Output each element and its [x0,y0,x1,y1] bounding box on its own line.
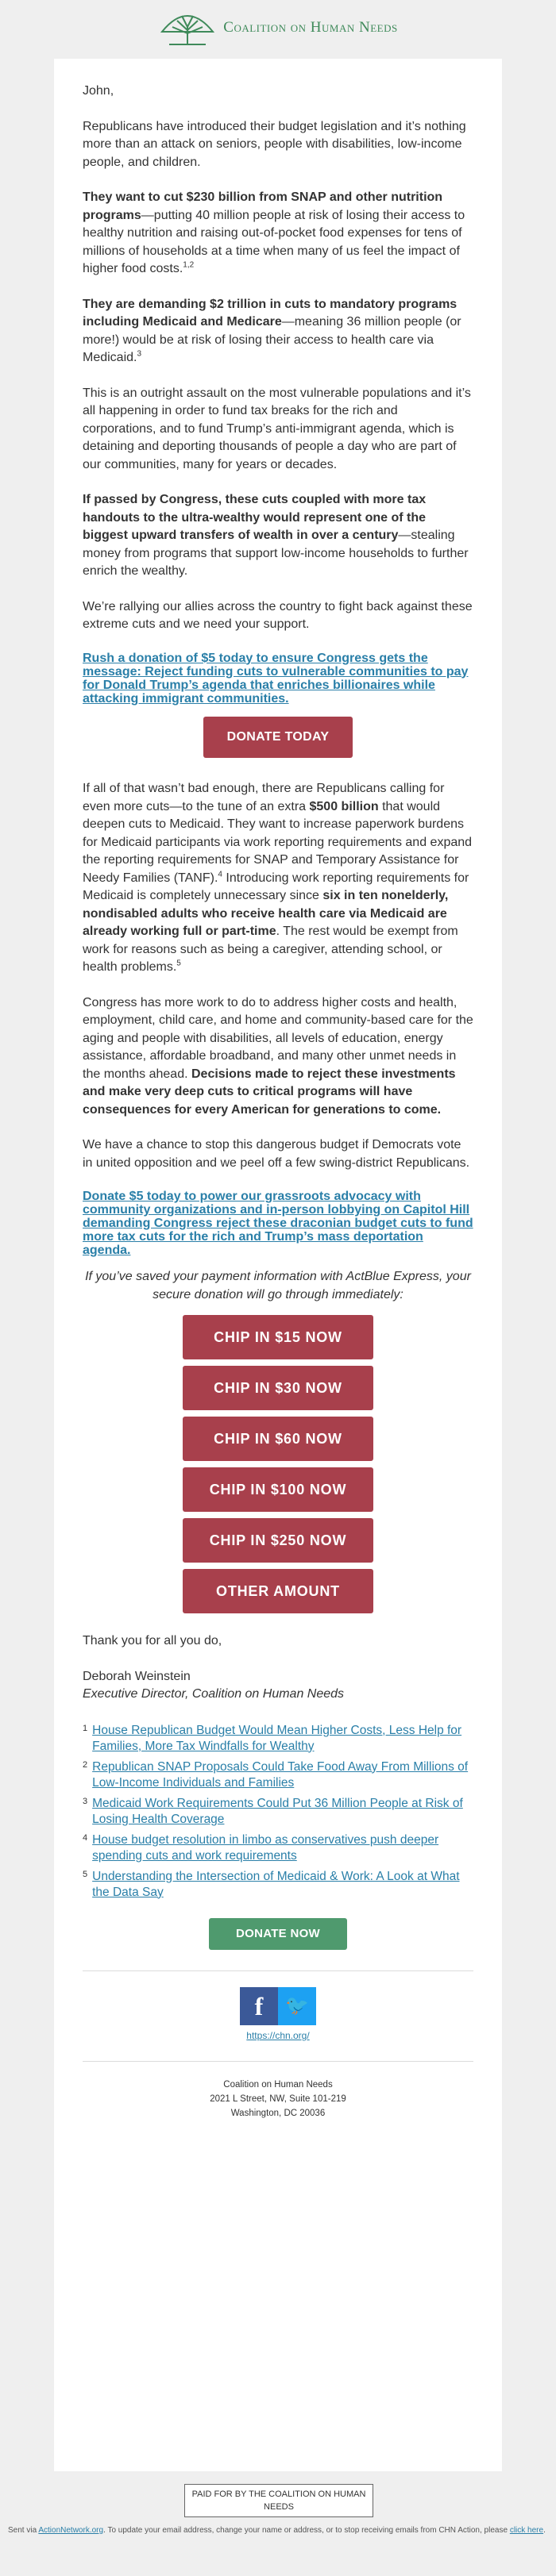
donate-now-button[interactable]: DONATE NOW [209,1918,347,1951]
footnote: 4 House budget resolution in limbo as conservatives push deeper spending cuts and work requirements [83,1832,473,1864]
chip-in-list [83,1315,473,1613]
org-name: Coalition on Human Needs [223,19,398,36]
paragraph-intro: Republicans have introduced their budget legislation and it’s nothing more than an attack on seniors, people with disabilities, low-income people, and children. [83,119,466,169]
paragraph-medicaid: They are demanding $2 trillion in cuts to mandatory programs including Medicaid and Medicare—meaning 36 million people (or more!) would be at risk of losing their access to health care via Medicaid.$^3$ [83,297,461,364]
tree-icon [158,10,217,46]
twitter-icon[interactable]: 🐦 [278,1987,316,2025]
paid-for-disclaimer: PAID FOR BY THE COALITION ON HUMAN NEEDS [184,2484,373,2517]
other-amount-button[interactable]: OTHER AMOUNT [183,1569,373,1613]
divider [83,2061,473,2062]
paragraph-assault: This is an outright assault on the most vulnerable populations and it’s all happening in order to fund tax breaks for the rich and corporations, and to fund Trump’s anti-immigrant agenda, which is detaining and deporting thousands of people a day who are part of our communities, many for years or decades. [83,386,471,471]
donate-link-1[interactable]: Rush a donation of $5 today to ensure Congress gets the message: Reject funding cuts to vulnerable communities to pay for Donald Trump’s agenda that enriches billionaires while attacking immigrant communities. [83,651,469,706]
chip-in-60-button[interactable]: CHIP IN $60 NOW [183,1417,373,1461]
paragraph-more-cuts: If all of that wasn’t bad enough, there are Republicans calling for even more cuts—to the tune of an extra $500 billion that would deepen cuts to Medicaid. They want to increase paperwork burdens for Medicaid participants via work reporting requirements and expand the reporting requirements for SNAP and Temporary Assistance for Needy Families (TANF).$^4$ Introducing work reporting requirements for Medicaid is completely unnecessary since six in ten nonelderly, nondisabled adults who receive health care via Medicaid are already working full or part-time. The rest would be exempt from work for reasons such as being a caregiver, attending school, or health problems.$^5$ [83,782,473,974]
donate-link-2[interactable]: Donate $5 today to power our grassroots advocacy with community organizations and in-person lobbying on Capitol Hill demanding Congress reject these draconian budget cuts to fund more tax cuts for the rich and Trump’s mass deportation agenda. [83,1190,473,1257]
mailing-address: Coalition on Human Needs 2021 L Street, NW, Suite 101-219 Washington, DC 20036 [210,2079,346,2118]
footer-note: Sent via ActionNetwork.org. To update your email address, change your name or address, or to stop receiving emails from CHN Action, please click here. [8,2526,546,2535]
facebook-icon[interactable]: f [240,1987,278,2025]
unsubscribe-link[interactable]: click here [509,2526,544,2535]
paragraph-congress-work: Congress has more work to do to address higher costs and health, employment, child care, and home and community-based care for the aging and people with disabilities, all levels of education, energy assistance, affordable broadband, and many other unmet needs in the months ahead. Decisions made to reject these investments and make very deep cuts to critical programs will have consequences for every American for generations to come. [83,995,473,1117]
footnote-link[interactable]: House Republican Budget Would Mean Higher Costs, Less Help for Families, More Tax Windfalls for Wealthy [92,1723,462,1753]
email-header [0,0,556,56]
footnote: 2 Republican SNAP Proposals Could Take Food Away From Millions of Low-Income Individuals and Families [83,1759,473,1791]
donate-today-button[interactable]: DONATE TODAY [203,717,353,759]
paragraph-chance: We have a chance to stop this dangerous budget if Democrats vote in united opposition and we peel off a few swing-district Republicans. [83,1138,470,1170]
actionnetwork-link[interactable]: ActionNetwork.org [38,2526,104,2535]
thanks-line: Thank you for all you do, [83,1634,222,1647]
footnote: 5 Understanding the Intersection of Medicaid & Work: A Look at What the Data Say [83,1869,473,1901]
footnotes [83,1723,473,1901]
footnote: 1 House Republican Budget Would Mean Higher Costs, Less Help for Families, More Tax Windfalls for Wealthy [83,1723,473,1755]
email-body [83,83,473,2120]
signature [83,1668,473,1704]
footnote-link[interactable]: Medicaid Work Requirements Could Put 36 Million People at Risk of Losing Health Coverage [92,1796,463,1826]
social-links [83,1987,473,2025]
greeting: John, [83,84,114,98]
divider [83,1970,473,1971]
actblue-express-note: If you’ve saved your payment information with ActBlue Express, your secure donation will go through immediately: [85,1270,471,1301]
paragraph-rally: We’re rallying our allies across the country to fight back against these extreme cuts and we need your support. [83,599,473,631]
chip-in-30-button[interactable]: CHIP IN $30 NOW [183,1366,373,1410]
signer-title: Executive Director, Coalition on Human Needs [83,1687,345,1701]
chip-in-250-button[interactable]: CHIP IN $250 NOW [183,1518,373,1563]
paragraph-snap: They want to cut $230 billion from SNAP and other nutrition programs—putting 40 million people at risk of losing their access to healthy nutrition and raising out-of-pocket food expenses for tens of millions of households at a time when many of us feel the impact of higher food costs.$^{1,2}$ [83,190,465,275]
paragraph-wealth-transfer: If passed by Congress, these cuts coupled with more tax handouts to the ultra-wealthy would represent one of the biggest upward transfers of wealth in over a century—stealing money from programs that support low-income households to further enrich the wealthy. [83,493,469,578]
email-card [54,59,502,2471]
chip-in-15-button[interactable]: CHIP IN $15 NOW [183,1315,373,1359]
footnote-link[interactable]: House budget resolution in limbo as conservatives push deeper spending cuts and work requirements [92,1832,439,1863]
footnote-link[interactable]: Understanding the Intersection of Medicaid & Work: A Look at What the Data Say [92,1869,460,1899]
chip-in-100-button[interactable]: CHIP IN $100 NOW [183,1467,373,1512]
signer-name: Deborah Weinstein [83,1669,191,1683]
website-link[interactable]: https://chn.org/ [246,2030,310,2041]
footnote: 3 Medicaid Work Requirements Could Put 36 Million People at Risk of Losing Health Coverage [83,1796,473,1828]
footnote-link[interactable]: Republican SNAP Proposals Could Take Food Away From Millions of Low-Income Individuals and Families [92,1759,469,1790]
